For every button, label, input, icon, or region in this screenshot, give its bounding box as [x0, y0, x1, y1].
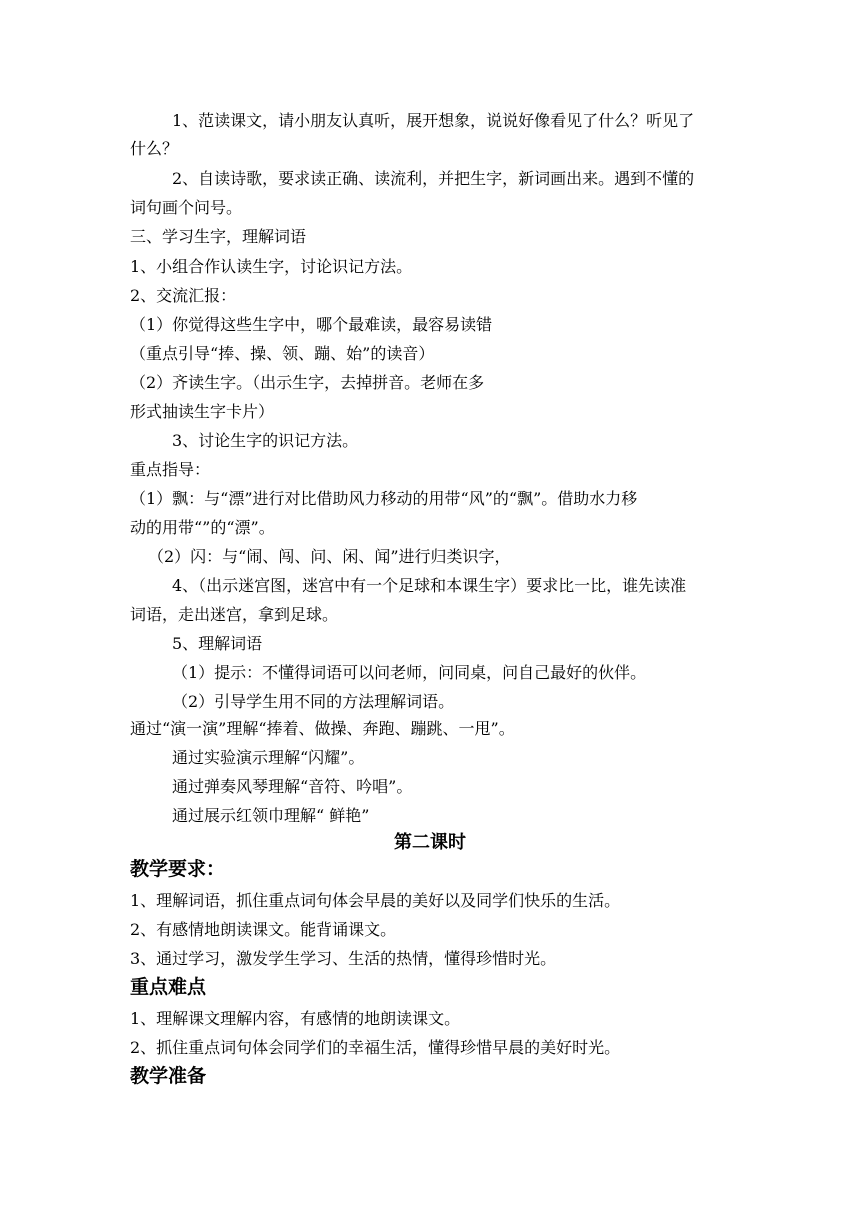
- text-line: （1）你觉得这些生字中，哪个最难读，最容易读错: [130, 315, 493, 334]
- text-line: （2）闪：与“闹、闯、问、闲、闻”进行归类识字，: [148, 547, 511, 566]
- text-line: （1）提示：不懂得词语可以问老师，问同桌，问自己最好的伙伴。: [172, 663, 647, 682]
- text-line: （2）引导学生用不同的方法理解词语。: [172, 692, 455, 711]
- text-line: 1、理解课文理解内容，有感情的地朗读课文。: [130, 1009, 461, 1028]
- text-line: （1）飘：与“漂”进行对比借助风力移动的用带“风”的“飘”。借助水力移: [130, 489, 638, 508]
- text-line: 1、理解词语，抓住重点词句体会早晨的美好以及同学们快乐的生活。: [130, 891, 621, 910]
- text-line: 通过“演一演”理解“捧着、做操、奔跑、蹦跳、一甩”。: [130, 719, 515, 738]
- text-line: （2）齐读生字。（出示生字，去掉拼音。老师在多: [130, 373, 485, 392]
- text-line: 2、交流汇报：: [130, 286, 237, 305]
- text-line: 3、通过学习，激发学生学习、生活的热情，懂得珍惜时光。: [130, 949, 557, 968]
- text-line: 2、自读诗歌，要求读正确、读流利，并把生字，新词画出来。遇到不懂的: [172, 169, 695, 188]
- text-line: 什么？: [130, 139, 179, 158]
- text-line: 重点指导：: [130, 460, 211, 479]
- section-heading: 三、学习生字，理解词语: [130, 227, 307, 246]
- text-line: 通过展示红领巾理解“ 鲜艳”: [172, 806, 370, 825]
- text-line: 词语，走出迷宫，拿到足球。: [130, 605, 339, 624]
- text-line: 2、有感情地朗读课文。能背诵课文。: [130, 920, 397, 939]
- section-heading: 重点难点: [130, 976, 207, 998]
- section-heading: 教学要求：: [130, 858, 226, 880]
- lesson-title: 第二课时: [394, 832, 466, 853]
- text-line: 4、（出示迷宫图，迷宫中有一个足球和本课生字）要求比一比，谁先读准: [172, 576, 687, 595]
- text-line: 动的用带“”的“漂”。: [130, 518, 275, 537]
- text-line: （重点引导“捧、操、领、蹦、始”的读音）: [130, 344, 435, 363]
- text-line: 2、抓住重点词句体会同学们的幸福生活，懂得珍惜早晨的美好时光。: [130, 1038, 621, 1057]
- text-line: 通过实验演示理解“闪耀”。: [172, 748, 365, 767]
- text-line: 5、理解词语: [172, 634, 263, 653]
- text-line: 1、小组合作认读生字，讨论识记方法。: [130, 257, 413, 276]
- text-line: 1、范读课文，请小朋友认真听，展开想象，说说好像看见了什么？听见了: [172, 111, 695, 130]
- text-line: 通过弹奏风琴理解“音符、吟唱”。: [172, 777, 413, 796]
- text-line: 形式抽读生字卡片）: [130, 402, 275, 421]
- section-heading: 教学准备: [130, 1065, 207, 1087]
- text-line: 3、讨论生字的识记方法。: [172, 431, 359, 450]
- text-line: 词句画个问号。: [130, 198, 243, 217]
